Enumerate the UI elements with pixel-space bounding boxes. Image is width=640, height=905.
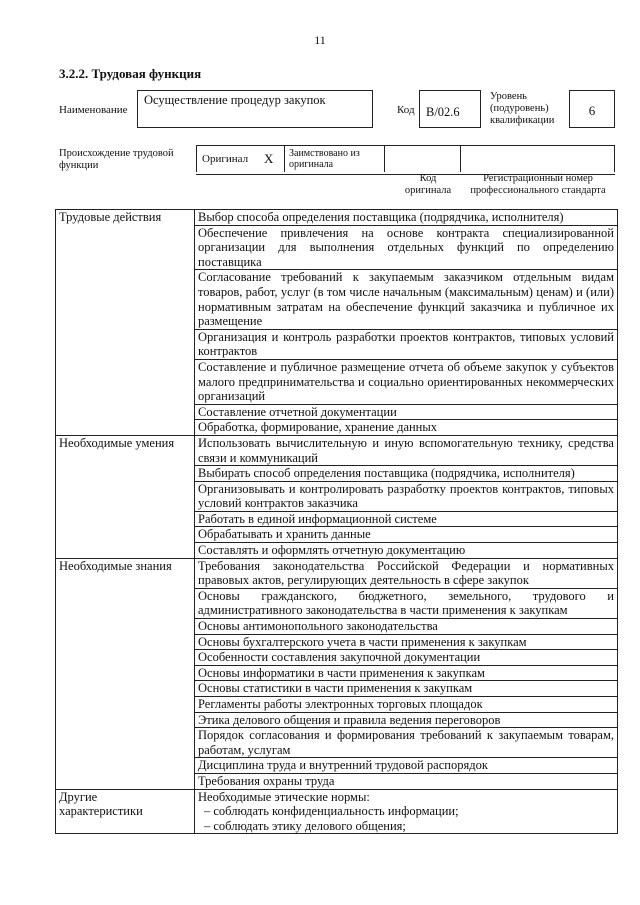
table-row: [56, 712, 618, 728]
list-item: Дисциплина труда и внутренний трудовой распорядок: [195, 758, 618, 774]
list-item: Основы антимонопольного законодательства: [195, 619, 618, 635]
list-item: Регламенты работы электронных торговых площадок: [195, 697, 618, 713]
list-item: Обрабатывать и хранить данные: [195, 527, 618, 543]
list-item: Основы информатики в части применения к закупкам: [195, 665, 618, 681]
table-row: [56, 210, 618, 226]
table-row: [56, 435, 618, 465]
table-row: [56, 543, 618, 559]
list-item: Требования охраны труда: [195, 773, 618, 789]
level-field: 6: [569, 90, 615, 128]
borrowed-cell: [284, 146, 384, 172]
table-row: [56, 225, 618, 270]
table-row: [56, 527, 618, 543]
level-label-line-3: квалификации: [490, 115, 555, 126]
table-row: [56, 270, 618, 329]
table-row: [56, 404, 618, 420]
list-item: Обеспечение привлечения на основе контракта специализированной организации для выполнения отдельных функций по определению поставщика: [195, 225, 618, 270]
name-label: Наименование: [59, 104, 128, 116]
level-label-line-2: (подуровень): [490, 103, 549, 114]
table-row: [56, 619, 618, 635]
reg-caption-line-2: профессионального стандарта: [470, 185, 606, 196]
code-caption: [396, 173, 460, 197]
table-row: [56, 665, 618, 681]
section-heading: 3.2.2. Трудовая функция: [59, 66, 202, 81]
section-title-skills: Необходимые умения: [56, 435, 195, 465]
other-characteristics: [195, 789, 618, 834]
table-row: [56, 359, 618, 404]
reg-caption: [463, 173, 613, 197]
list-item: – соблюдать конфиденциальность информации;: [204, 804, 459, 819]
function-table: [55, 209, 618, 834]
list-item: Работать в единой информационной системе: [195, 511, 618, 527]
list-item: Необходимые этические нормы:: [198, 789, 370, 804]
list-item: Обработка, формирование, хранение данных: [195, 420, 618, 436]
list-item: Основы гражданского, бюджетного, земельного, трудового и административного законодательства в части применения к закупкам: [195, 588, 618, 618]
list-item: Составление отчетной документации: [195, 404, 618, 420]
list-item: – соблюдать этику делового общения;: [204, 818, 406, 833]
table-row: [56, 511, 618, 527]
list-item: Согласование требований к закупаемым заказчиком отдельным видам товаров, работ, услуг (в том числе начальным (максимальным) ценам) и (или) нормативным затратам на обеспечение функций заказчика и публичное их размещение: [195, 270, 618, 329]
table-row: [56, 420, 618, 436]
list-item: Выбирать способ определения поставщика (подрядчика, исполнителя): [195, 466, 618, 482]
original-mark: X: [264, 151, 274, 166]
table-row: [56, 758, 618, 774]
table-row: [56, 634, 618, 650]
code-field: B/02.6: [419, 90, 481, 128]
list-item: Организовывать и контролировать разработку проектов контрактов, типовых условий контрактов заказчика: [195, 481, 618, 511]
origin-row: [196, 145, 615, 175]
borrowed-label-line-2: оригинала: [289, 159, 334, 170]
list-item: Составлять и оформлять отчетную документацию: [195, 543, 618, 559]
table-row: [56, 697, 618, 713]
section-title-other: [56, 789, 195, 834]
section-title-other-line-1: Другие: [59, 789, 98, 804]
table-row: [56, 588, 618, 618]
list-item: Организация и контроль разработки проектов контрактов, типовых условий контрактов: [195, 329, 618, 359]
list-item: Порядок согласования и формирования требований к закупаемым товарам, работам, услугам: [195, 728, 618, 758]
page-number: 11: [314, 33, 326, 47]
borrowed-label-line-1: Заимствовано из: [289, 148, 360, 159]
level-label: [490, 91, 554, 127]
section-title-actions: Трудовые действия: [56, 210, 195, 226]
table-row: [56, 481, 618, 511]
list-item: Требования законодательства Российской Федерации и нормативных правовых актов, регулирующих деятельность в сфере закупок: [195, 558, 618, 588]
origin-code-cell: [384, 146, 460, 172]
section-title-other-line-2: характеристики: [59, 804, 143, 819]
list-item: Основы статистики в части применения к закупкам: [195, 681, 618, 697]
reg-caption-line-1: Регистрационный номер: [483, 173, 593, 184]
name-field: Осуществление процедур закупок: [137, 90, 373, 128]
table-row: [56, 681, 618, 697]
reg-number-cell: [460, 146, 615, 172]
original-cell: [196, 146, 284, 172]
list-item: Составление и публичное размещение отчета об объеме закупок у субъектов малого предпринимательства и социально ориентированных некоммерческих организаций: [195, 359, 618, 404]
table-row: [56, 558, 618, 588]
table-row: [56, 329, 618, 359]
list-item: Основы бухгалтерского учета в части применения к закупкам: [195, 634, 618, 650]
table-row: [56, 466, 618, 482]
origin-label-line-1: Происхождение трудовой: [59, 148, 174, 159]
section-title-knowledge: Необходимые знания: [56, 558, 195, 588]
code-label: Код: [397, 104, 415, 116]
table-row: [56, 728, 618, 758]
list-item: Особенности составления закупочной документации: [195, 650, 618, 666]
list-item: Использовать вычислительную и иную вспомогательную технику, средства связи и коммуникаций: [195, 435, 618, 465]
origin-label-line-2: функции: [59, 160, 99, 171]
origin-label: [59, 148, 174, 172]
original-label: Оригинал: [202, 153, 249, 165]
list-item: Этика делового общения и правила ведения переговоров: [195, 712, 618, 728]
table-row: [56, 650, 618, 666]
code-caption-line-2: оригинала: [404, 185, 452, 196]
code-caption-line-1: Код: [419, 173, 437, 184]
table-row: [56, 773, 618, 789]
list-item: Выбор способа определения поставщика (подрядчика, исполнителя): [195, 210, 618, 226]
level-label-line-1: Уровень: [490, 91, 527, 102]
table-row: [56, 789, 618, 834]
